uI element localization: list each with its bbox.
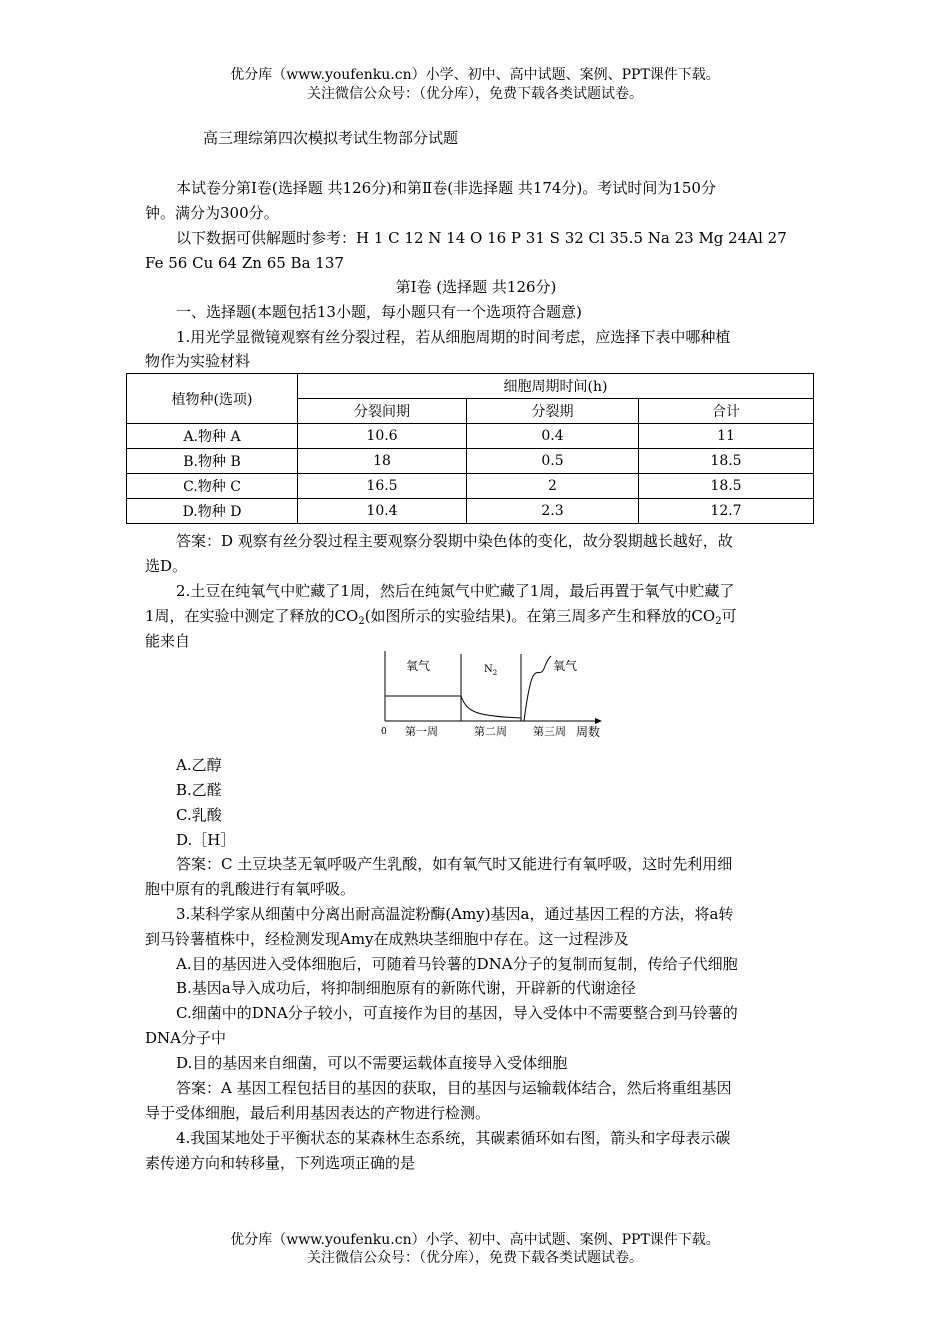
q4-stem-line-2: 素传递方向和转移量，下列选项正确的是 [145, 1154, 416, 1172]
q3-option-c-line-2: DNA分子中 [145, 1029, 226, 1047]
table-cell: 16.5 [298, 474, 467, 499]
table-cell: B.物种 B [127, 449, 298, 474]
reference-line-2: Fe 56 Cu 64 Zn 65 Ba 137 [145, 254, 344, 272]
subscript: 2 [715, 616, 722, 627]
table-sub-header: 分裂期 [467, 399, 639, 424]
week3-curve [524, 656, 551, 721]
table-cell: D.物种 D [127, 499, 298, 524]
q3-answer-line-2: 导于受体细胞，最后利用基因表达的产物进行检测。 [145, 1104, 491, 1122]
q3-option-d: D.目的基因来自细菌，可以不需要运载体直接导入受体细胞 [176, 1054, 568, 1072]
table-cell: 18.5 [639, 474, 814, 499]
q2-stem-line-3: 能来自 [145, 632, 191, 650]
table-sub-header: 合计 [639, 399, 814, 424]
section1-title: 一、选择题(本题包括13小题，每小题只有一个选项符合题意) [176, 303, 582, 321]
subscript: 2 [358, 616, 365, 627]
table-cell: 18.5 [639, 449, 814, 474]
page-title: 高三理综第四次模拟考试生物部分试题 [203, 129, 459, 147]
q3-answer-line-1: 答案：A 基因工程包括目的基因的获取，目的基因与运输载体结合，然后将重组基因 [176, 1079, 732, 1097]
q2-stem-line-1: 2.土豆在纯氧气中贮藏了1周，然后在纯氮气中贮藏了1周，最后再置于氧气中贮藏了 [176, 582, 735, 600]
q3-option-c-line-1: C.细菌中的DNA分子较小，可直接作为目的基因，导入受体中不需要整合到马铃薯的 [176, 1004, 738, 1022]
table-row [127, 449, 814, 474]
q2-option-b: B.乙醛 [176, 781, 222, 799]
q3-stem-line-2: 到马铃薯植株中，经检测发现Amy在成熟块茎细胞中存在。这一过程涉及 [145, 930, 629, 948]
table-cell: 2.3 [467, 499, 639, 524]
q2-option-c: C.乳酸 [176, 806, 222, 824]
reference-line-1: 以下数据可供解题时参考：H 1 C 12 N 14 O 16 P 31 S 32 Cl 35.5 Na 23 Mg 24Al 27 [176, 229, 787, 247]
header-line-1: 优分库（www.youfenku.cn）小学、初中、高中试题、案例、PPT课件下载。 [230, 67, 720, 83]
q1-stem-line-1: 1.用光学显微镜观察有丝分裂过程，若从细胞周期的时间考虑，应选择下表中哪种植 [176, 328, 731, 346]
label-nitrogen: $N_2$ [484, 664, 498, 677]
table-cell: 0.4 [467, 424, 639, 449]
q2-option-a: A.乙醇 [176, 756, 222, 774]
table-cell: C.物种 C [127, 474, 298, 499]
q3-stem-line-1: 3.某科学家从细菌中分离出耐高温淀粉酶(Amy)基因a，通过基因工程的方法，将a转 [176, 905, 734, 923]
part1-title: 第Ⅰ卷 (选择题 共126分) [395, 278, 557, 296]
label-oxygen-week1: 氧气 [406, 659, 431, 673]
table-cell: 2 [467, 474, 639, 499]
q4-stem-line-1: 4.我国某地处于平衡状态的某森林生态系统，其碳素循环如右图，箭头和字母表示碳 [176, 1129, 731, 1147]
q2-stem-text: 1周，在实验中测定了释放的CO [145, 607, 359, 625]
x-tick-week3: 第三周 [533, 725, 566, 738]
table-sub-header: 分裂间期 [298, 399, 467, 424]
x-axis-arrow [595, 718, 602, 724]
co2-release-figure [375, 648, 615, 740]
origin-label: 0 [381, 727, 387, 737]
x-tick-week2: 第二周 [474, 725, 507, 738]
footer-line-2: 关注微信公众号：（优分库），免费下载各类试题试卷。 [307, 1250, 643, 1266]
table-row [127, 424, 814, 449]
table-row [127, 499, 814, 524]
q2-stem-line-2 [145, 606, 807, 626]
table-cell: 0.5 [467, 449, 639, 474]
intro-line-1: 本试卷分第Ⅰ卷(选择题 共126分)和第Ⅱ卷(非选择题 共174分)。考试时间为150分 [176, 179, 716, 197]
table-row [127, 474, 814, 499]
week2-curve [461, 696, 521, 718]
q1-stem-line-2: 物作为实验材料 [145, 352, 251, 370]
table-cell: 12.7 [639, 499, 814, 524]
table-cell: A.物种 A [127, 424, 298, 449]
table-cell: 10.4 [298, 499, 467, 524]
q2-option-d: D.［H］ [176, 831, 236, 849]
table-cell: 11 [639, 424, 814, 449]
table-cell: 10.6 [298, 424, 467, 449]
header-line-2: 关注微信公众号：（优分库），免费下载各类试题试卷。 [307, 86, 643, 102]
x-tick-week1: 第一周 [405, 725, 438, 738]
q2-answer-line-1: 答案：C 土豆块茎无氧呼吸产生乳酸，如有氧气时又能进行有氧呼吸，这时先利用细 [176, 855, 733, 873]
label-oxygen-week3: 氧气 [553, 659, 578, 673]
intro-line-2: 钟。满分为300分。 [145, 204, 279, 222]
footer-line-1: 优分库（www.youfenku.cn）小学、初中、高中试题、案例、PPT课件下载。 [230, 1232, 720, 1248]
x-axis-label: 周数 [576, 725, 601, 739]
table-group-header: 细胞周期时间(h) [298, 374, 814, 399]
q3-option-a: A.目的基因进入受体细胞后，可随着马铃薯的DNA分子的复制而复制，传给子代细胞 [176, 955, 738, 973]
q1-answer-line-1: 答案：D 观察有丝分裂过程主要观察分裂期中染色体的变化，故分裂期越长越好，故 [176, 532, 733, 550]
q2-stem-text: (如图所示的实验结果)。在第三周多产生和释放的CO [364, 607, 716, 625]
cell-cycle-table [126, 373, 814, 524]
q2-answer-line-2: 胞中原有的乳酸进行有氧呼吸。 [145, 880, 356, 898]
table-col-header: 植物种(选项) [127, 374, 298, 424]
q2-stem-text: 可 [721, 607, 737, 625]
table-cell: 18 [298, 449, 467, 474]
q3-option-b: B.基因a导入成功后，将抑制细胞原有的新陈代谢，开辟新的代谢途径 [176, 979, 636, 997]
q1-answer-line-2: 选D。 [145, 557, 188, 575]
